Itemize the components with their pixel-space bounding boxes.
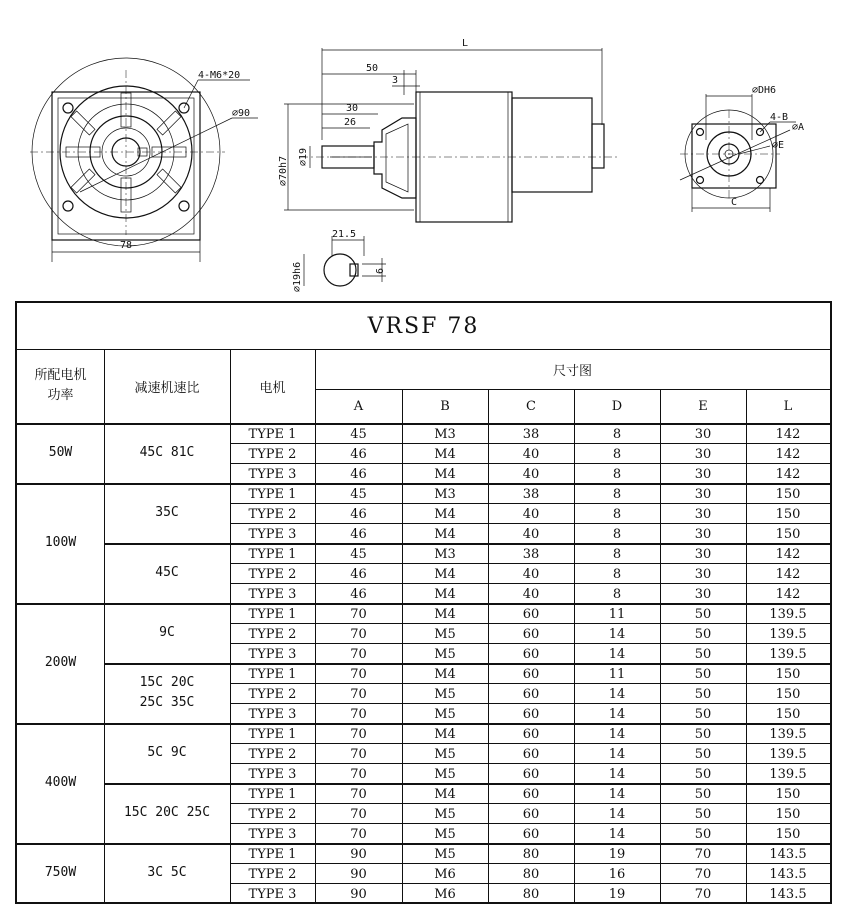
row-divider xyxy=(104,663,830,665)
cell-e: 70 xyxy=(694,847,712,862)
row-divider xyxy=(104,483,830,485)
cell-c: 60 xyxy=(522,667,540,682)
cell-e: 30 xyxy=(694,587,712,602)
cell-b: M5 xyxy=(434,807,456,822)
cell-motor-type: TYPE 1 xyxy=(248,727,297,742)
row-divider xyxy=(230,883,830,884)
row-divider xyxy=(230,623,830,624)
shaft-dia-label: ⌀19 xyxy=(298,147,309,166)
cell-d: 16 xyxy=(608,867,626,882)
dia-a-label: ⌀A xyxy=(792,122,805,133)
cell-a: 90 xyxy=(350,887,367,902)
cell-b: M5 xyxy=(434,847,456,862)
header-col-b: B xyxy=(440,398,450,414)
cell-e: 30 xyxy=(694,567,712,582)
cell-d: 14 xyxy=(608,687,626,702)
cell-e: 70 xyxy=(694,867,712,882)
cell-l: 143.5 xyxy=(769,847,807,862)
cell-a: 46 xyxy=(350,567,367,582)
cell-b: M5 xyxy=(434,707,456,722)
cell-e: 30 xyxy=(694,507,712,522)
cell-b: M4 xyxy=(434,527,456,542)
pcd-label: ⌀90 xyxy=(232,108,251,119)
cell-l: 139.5 xyxy=(769,767,807,782)
cell-d: 8 xyxy=(612,567,622,582)
row-divider xyxy=(230,463,830,464)
cell-a: 70 xyxy=(350,627,367,642)
cell-a: 70 xyxy=(350,747,367,762)
cell-d: 8 xyxy=(612,587,622,602)
cell-e: 50 xyxy=(694,807,712,822)
cell-e: 70 xyxy=(694,887,712,902)
header-power: 所配电机 功率 xyxy=(34,368,87,403)
bolt-spec-label: 4-M6*20 xyxy=(198,70,241,81)
cell-a: 70 xyxy=(350,667,367,682)
cell-l: 150 xyxy=(775,807,801,822)
cell-c: 38 xyxy=(522,427,540,442)
cell-motor-type: TYPE 1 xyxy=(248,427,297,442)
header-col-e: E xyxy=(698,398,708,414)
cell-b: M4 xyxy=(434,727,456,742)
cell-c: 40 xyxy=(522,587,540,602)
cell-e: 30 xyxy=(694,427,712,442)
cell-motor-type: TYPE 2 xyxy=(248,747,297,762)
cell-a: 45 xyxy=(350,487,367,502)
cell-l: 139.5 xyxy=(769,747,807,762)
cell-b: M3 xyxy=(434,487,456,502)
cell-a: 70 xyxy=(350,807,367,822)
header-col-a: A xyxy=(353,398,364,414)
cell-a: 46 xyxy=(350,587,367,602)
cell-motor-type: TYPE 2 xyxy=(248,807,297,822)
cell-c: 60 xyxy=(522,607,540,622)
cell-b: M5 xyxy=(434,767,456,782)
key-shaft-label: ⌀19h6 xyxy=(292,261,303,292)
cell-motor-type: TYPE 2 xyxy=(248,567,297,582)
cell-b: M5 xyxy=(434,827,456,842)
ratio-group-label: 3C 5C xyxy=(147,865,187,880)
cell-d: 8 xyxy=(612,427,622,442)
cell-a: 70 xyxy=(350,787,367,802)
ratio-group-label: 15C 20C 25C 35C xyxy=(139,675,195,710)
header-col-l: L xyxy=(783,398,793,414)
front-view xyxy=(30,58,258,262)
cell-c: 80 xyxy=(522,867,540,882)
cell-d: 8 xyxy=(612,507,622,522)
cell-motor-type: TYPE 2 xyxy=(248,627,297,642)
cell-c: 60 xyxy=(522,727,540,742)
cell-motor-type: TYPE 1 xyxy=(248,607,297,622)
cell-b: M4 xyxy=(434,667,456,682)
dh-label: ⌀DH6 xyxy=(752,85,777,96)
cell-l: 150 xyxy=(775,527,801,542)
cell-b: M5 xyxy=(434,627,456,642)
cell-b: M4 xyxy=(434,507,456,522)
cell-d: 8 xyxy=(612,527,622,542)
cell-motor-type: TYPE 3 xyxy=(248,887,297,902)
cell-b: M4 xyxy=(434,587,456,602)
cell-e: 50 xyxy=(694,687,712,702)
cell-motor-type: TYPE 3 xyxy=(248,647,297,662)
dim-50-label: 50 xyxy=(366,63,379,74)
row-divider xyxy=(230,683,830,684)
power-group-label: 750W xyxy=(44,865,77,880)
cell-motor-type: TYPE 3 xyxy=(248,827,297,842)
cell-c: 60 xyxy=(522,827,540,842)
ratio-group-label: 9C xyxy=(159,625,175,640)
cell-motor-type: TYPE 3 xyxy=(248,587,297,602)
row-divider xyxy=(230,583,830,584)
cell-a: 46 xyxy=(350,507,367,522)
cell-c: 60 xyxy=(522,627,540,642)
cell-a: 70 xyxy=(350,827,367,842)
cell-b: M6 xyxy=(434,887,456,902)
cell-a: 45 xyxy=(350,427,367,442)
column-divider xyxy=(104,349,105,903)
row-divider xyxy=(230,523,830,524)
header-motor: 电机 xyxy=(259,380,286,396)
cell-l: 142 xyxy=(775,467,801,482)
column-divider xyxy=(660,389,661,903)
cell-d: 14 xyxy=(608,807,626,822)
cell-e: 50 xyxy=(694,727,712,742)
cell-c: 60 xyxy=(522,807,540,822)
row-divider xyxy=(230,763,830,764)
cell-e: 50 xyxy=(694,767,712,782)
cell-l: 150 xyxy=(775,707,801,722)
column-divider xyxy=(402,389,403,903)
cell-motor-type: TYPE 2 xyxy=(248,447,297,462)
cell-c: 38 xyxy=(522,487,540,502)
dia-e-label: ⌀E xyxy=(772,140,785,151)
header-ratio: 减速机速比 xyxy=(134,380,200,396)
row-divider xyxy=(104,543,830,545)
cell-a: 45 xyxy=(350,547,367,562)
row-divider xyxy=(104,603,830,605)
width-label: 78 xyxy=(120,240,133,251)
cell-b: M6 xyxy=(434,867,456,882)
cell-c: 60 xyxy=(522,647,540,662)
cell-a: 46 xyxy=(350,527,367,542)
cell-b: M4 xyxy=(434,607,456,622)
cell-a: 90 xyxy=(350,867,367,882)
cell-a: 70 xyxy=(350,707,367,722)
power-group-label: 50W xyxy=(48,445,73,460)
cell-l: 142 xyxy=(775,567,801,582)
row-divider xyxy=(104,783,830,785)
cell-c: 60 xyxy=(522,767,540,782)
cell-motor-type: TYPE 2 xyxy=(248,867,297,882)
cell-e: 30 xyxy=(694,547,712,562)
cell-l: 142 xyxy=(775,547,801,562)
cell-l: 143.5 xyxy=(769,867,807,882)
cell-motor-type: TYPE 3 xyxy=(248,467,297,482)
cell-l: 143.5 xyxy=(769,887,807,902)
ratio-group-label: 45C 81C xyxy=(139,445,195,460)
row-divider xyxy=(230,503,830,504)
cell-motor-type: TYPE 1 xyxy=(248,847,297,862)
column-divider xyxy=(746,389,747,903)
cell-e: 30 xyxy=(694,487,712,502)
row-divider xyxy=(230,743,830,744)
length-label: L xyxy=(462,38,469,49)
motor-flange-view xyxy=(680,85,804,212)
spec-table xyxy=(15,301,832,904)
row-divider xyxy=(315,389,830,390)
row-divider xyxy=(230,863,830,864)
cell-d: 19 xyxy=(608,887,626,902)
cell-c: 80 xyxy=(522,847,540,862)
cell-a: 70 xyxy=(350,607,367,622)
cell-d: 14 xyxy=(608,747,626,762)
cell-c: 40 xyxy=(522,467,540,482)
cell-b: M3 xyxy=(434,427,456,442)
cell-e: 50 xyxy=(694,787,712,802)
row-divider xyxy=(104,843,830,845)
cell-c: 40 xyxy=(522,447,540,462)
cell-e: 30 xyxy=(694,527,712,542)
cell-d: 14 xyxy=(608,627,626,642)
row-divider xyxy=(230,803,830,804)
cell-b: M4 xyxy=(434,567,456,582)
cell-a: 70 xyxy=(350,727,367,742)
column-divider xyxy=(230,349,231,903)
cell-b: M4 xyxy=(434,787,456,802)
cell-motor-type: TYPE 3 xyxy=(248,767,297,782)
cell-l: 150 xyxy=(775,827,801,842)
cell-d: 14 xyxy=(608,727,626,742)
cell-c: 60 xyxy=(522,787,540,802)
cell-d: 19 xyxy=(608,847,626,862)
cell-e: 50 xyxy=(694,607,712,622)
flange-dia-label: ⌀70h7 xyxy=(278,155,289,186)
cell-c: 40 xyxy=(522,507,540,522)
column-divider xyxy=(574,389,575,903)
cell-motor-type: TYPE 1 xyxy=(248,547,297,562)
row-divider xyxy=(104,723,830,725)
cell-d: 8 xyxy=(612,447,622,462)
header-col-c: C xyxy=(526,398,536,414)
cell-c: 60 xyxy=(522,707,540,722)
cell-b: M5 xyxy=(434,687,456,702)
cell-l: 139.5 xyxy=(769,727,807,742)
cell-e: 50 xyxy=(694,747,712,762)
cell-d: 8 xyxy=(612,547,622,562)
row-divider xyxy=(230,703,830,704)
ratio-group-label: 5C 9C xyxy=(147,745,187,760)
cell-a: 70 xyxy=(350,767,367,782)
cell-a: 46 xyxy=(350,447,367,462)
cell-c: 60 xyxy=(522,747,540,762)
cell-d: 14 xyxy=(608,827,626,842)
cell-motor-type: TYPE 1 xyxy=(248,667,297,682)
dim-c-label: C xyxy=(731,197,738,208)
dim-3-label: 3 xyxy=(392,75,399,86)
cell-b: M4 xyxy=(434,447,456,462)
cell-a: 70 xyxy=(350,647,367,662)
table-title: VRSF 78 xyxy=(17,303,830,350)
cell-l: 139.5 xyxy=(769,647,807,662)
cell-c: 80 xyxy=(522,887,540,902)
cell-e: 50 xyxy=(694,627,712,642)
cell-motor-type: TYPE 1 xyxy=(248,487,297,502)
cell-d: 14 xyxy=(608,787,626,802)
ratio-group-label: 45C xyxy=(155,565,179,580)
cell-l: 139.5 xyxy=(769,607,807,622)
cell-l: 150 xyxy=(775,667,801,682)
cell-c: 38 xyxy=(522,547,540,562)
cell-motor-type: TYPE 1 xyxy=(248,787,297,802)
cell-l: 142 xyxy=(775,447,801,462)
header-col-d: D xyxy=(611,398,623,414)
power-group-label: 200W xyxy=(44,655,77,670)
power-group-label: 100W xyxy=(44,535,77,550)
column-divider xyxy=(488,389,489,903)
cell-a: 70 xyxy=(350,687,367,702)
cell-d: 14 xyxy=(608,647,626,662)
cell-d: 8 xyxy=(612,487,622,502)
cell-l: 142 xyxy=(775,427,801,442)
cell-d: 14 xyxy=(608,767,626,782)
cell-c: 60 xyxy=(522,687,540,702)
cell-b: M5 xyxy=(434,647,456,662)
cell-c: 40 xyxy=(522,567,540,582)
cell-l: 150 xyxy=(775,687,801,702)
cell-motor-type: TYPE 3 xyxy=(248,527,297,542)
cell-motor-type: TYPE 2 xyxy=(248,507,297,522)
cell-a: 46 xyxy=(350,467,367,482)
cell-e: 50 xyxy=(694,667,712,682)
drawings-svg xyxy=(0,0,860,300)
cell-l: 150 xyxy=(775,487,801,502)
cell-d: 14 xyxy=(608,707,626,722)
key-size-label: 6 xyxy=(375,267,386,274)
power-group-label: 400W xyxy=(44,775,77,790)
ratio-group-label: 15C 20C 25C xyxy=(123,805,211,820)
cell-d: 11 xyxy=(608,667,626,682)
side-view xyxy=(278,38,620,222)
cell-l: 150 xyxy=(775,787,801,802)
cell-motor-type: TYPE 2 xyxy=(248,687,297,702)
header-dimensions: 尺寸图 xyxy=(552,363,592,379)
cell-c: 40 xyxy=(522,527,540,542)
column-divider xyxy=(315,349,316,903)
cell-a: 90 xyxy=(350,847,367,862)
key-width-label: 21.5 xyxy=(332,229,357,240)
cell-e: 30 xyxy=(694,467,712,482)
cell-motor-type: TYPE 3 xyxy=(248,707,297,722)
row-divider xyxy=(230,443,830,444)
cell-b: M3 xyxy=(434,547,456,562)
cell-l: 142 xyxy=(775,587,801,602)
cell-e: 50 xyxy=(694,647,712,662)
technical-drawings xyxy=(0,0,860,300)
row-divider xyxy=(230,823,830,824)
dim-30-label: 30 xyxy=(346,103,359,114)
dim-26-label: 26 xyxy=(344,117,357,128)
cell-e: 50 xyxy=(694,707,712,722)
cell-b: M4 xyxy=(434,467,456,482)
cell-e: 30 xyxy=(694,447,712,462)
row-divider xyxy=(230,643,830,644)
cell-e: 50 xyxy=(694,827,712,842)
ratio-group-label: 35C xyxy=(155,505,179,520)
cell-l: 139.5 xyxy=(769,627,807,642)
cell-l: 150 xyxy=(775,507,801,522)
key-detail xyxy=(292,229,386,292)
cell-d: 11 xyxy=(608,607,626,622)
row-divider xyxy=(230,563,830,564)
cell-b: M5 xyxy=(434,747,456,762)
holes-label: 4-B xyxy=(770,112,789,123)
cell-d: 8 xyxy=(612,467,622,482)
